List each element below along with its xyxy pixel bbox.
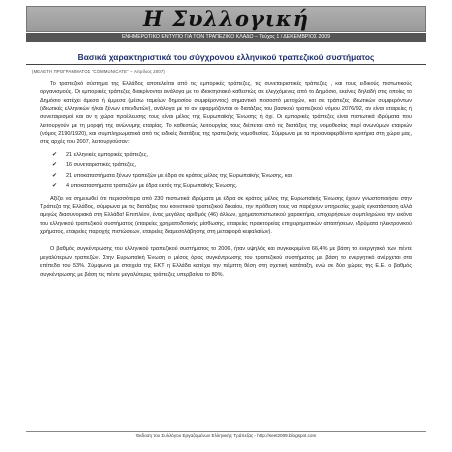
list-item [50,160,412,171]
list-item [50,171,412,182]
article-source: (ΜΕΛΕΤΗ ΠΡΟΓΡΑΜΜΑΤΟΣ "COMMUNICATE" – Απρίλιος 2007) [32,69,166,74]
list-item-text: 4 υποκαταστήματα τραπεζών με έδρα εκτός της Ευρωπαϊκής Ένωσης. [66,183,238,190]
list-item [50,181,412,192]
list-item-text: 16 συνεταιριστικές τράπεζες, [66,162,137,169]
masthead-title: Η Συλλογική [142,6,310,31]
checkmark-bullet-icon: ✔ [52,172,58,179]
article-paragraph-1: Το τραπεζικό σύστημα της Ελλάδος αποτελείται από τις εμπορικές τράπεζες, τις συνεταιριστικές τράπεζες , και τους ειδικούς πιστωτικούς οργανισμούς. Οι εμπορικές τράπεζες διακρίνονται ανάλογα με το ιδιοκτησιακό καθεστώς σε ελεγχόμενες από το Δημόσιο, εκείνες δηλαδή στις οποίες το Δημόσιο κατέχει άμεσα ή έμμεσα (μέσω ταμείων δημοσίου συμφέροντος) σημαντικό ποσοστό μετοχών, και σε τράπεζες ιδιωτικών συμφερόντων (ιδιωτικές ελληνικών ή/και ξένων επενδυτών), ανάλογα με το αν εφαρμόζονται οι διατάξεις του βασικού τραπεζικού νόμου 2076/92, αν είναι εταιρείες ή συνεταιρισμοί και αν η χώρα προέλευσης τους είναι μέλος της Ευρωπαϊκής Ένωσης ή όχι. Οι εμπορικές τράπεζες είναι πιστωτικά ιδρύματα που λειτουργούν με τη μορφή της ανώνυμης εταιρίας. Το καθεστώς λειτουργίας τους διέπεται από τις διατάξεις της νομοθεσίας περί ανωνύμων εταιριών (νόμος 2190/1920), και συμπληρωματικά από τις ειδικές διατάξεις της τραπεζικής νομοθεσίας. Σύμφωνα με τα προαναφερθέντα κριτήρια στη χώρα μας, στις αρχές του 2007, λειτουργούσαν: [40,81,412,146]
article-body [40,80,412,279]
list-item-text: 21 ελληνικές εμπορικές τράπεζες, [66,151,148,158]
checkmark-bullet-icon: ✔ [52,183,58,190]
list-item [50,150,412,161]
list-item-text: 21 υποκαταστήματα ξένων τραπεζών με έδρα σε κράτος μέλος της Ευρωπαϊκής Ένωσης, και [66,172,292,179]
page-footer: Έκδοση του Συλλόγου Εργαζομένων Ελληνικής Τράπεζας - http://seet2009.blogspot.com [26,431,426,438]
bank-count-list [50,150,412,192]
article-paragraph-3: Ο βαθμός συγκέντρωσης του ελληνικού τραπεζικού συστήματος το 2006, ήταν υψηλός και συγκεκριμένα 66,4% με βάση το ενεργητικό των πέντε μεγαλύτερων τραπεζών. Στην Ευρωπαϊκή Ένωση ο μέσος όρος συγκέντρωσης του τραπεζικού συστήματος με βάση το ενεργητικό ανέρχεται στα επίπεδα του 53%. Σύμφωνα με στοιχεία της ΕΚΤ η Ελλάδα κατέχει την πέμπτη θέση στη σχετική κατάταξη, ενώ σε δύο χώρες της Ε.Ε. ο βαθμός συγκέντρωσης με βάση τις πέντε μεγαλύτερες τράπεζες υπερβαίνει το 80%. [40,246,412,278]
checkmark-bullet-icon: ✔ [52,151,58,158]
article-heading: Βασικά χαρακτηριστικά του σύγχρονου ελληνικού τραπεζικού συστήματος [26,52,426,65]
masthead-subtitle: ΕΝΗΜΕΡΩΤΙΚΟ ΕΝΤΥΠΟ ΓΙΑ ΤΟΝ ΤΡΑΠΕΖΙΚΟ ΚΛΑΔΟ – Τεύχος 1 / ΔΕΚΕΜΒΡΙΟΣ 2009 [26,33,426,42]
article-paragraph-2: Αξίζει να σημειωθεί ότι περισσότερα από 230 πιστωτικά ιδρύματα με έδρα σε κράτος μέλος της Ευρωπαϊκής Ένωσης έχουν γνωστοποιήσει στην Τράπεζα της Ελλάδος, σύμφωνα με τις διατάξεις του κοινοτικού τραπεζικού δικαίου, την πρόθεση τους να παρέχουν υπηρεσίες χωρίς εγκατάσταση αλλά αμιγώς διασυνοριακά στη Ελλάδα! Επιπλέον, ένας μεγάλος αριθμός (46) άλλων, χρηματοπιστωτικού χαρακτήρα, επιχειρήσεων συμπληρώνει την εικόνα του ελληνικού τραπεζικού συστήματος (εταιρείες χρηματοδοτικής μίσθωσης, εταιρείες πρακτορείας επιχειρηματικών απαιτήσεων, ιδρύματα ηλεκτρονικού χρήματος, εταιρείες παροχής πιστώσεων, εταιρείες διαμεσολάβησης στη μεταφορά κεφαλαίων). [40,195,412,236]
checkmark-bullet-icon: ✔ [52,162,58,169]
masthead-banner [26,6,426,32]
